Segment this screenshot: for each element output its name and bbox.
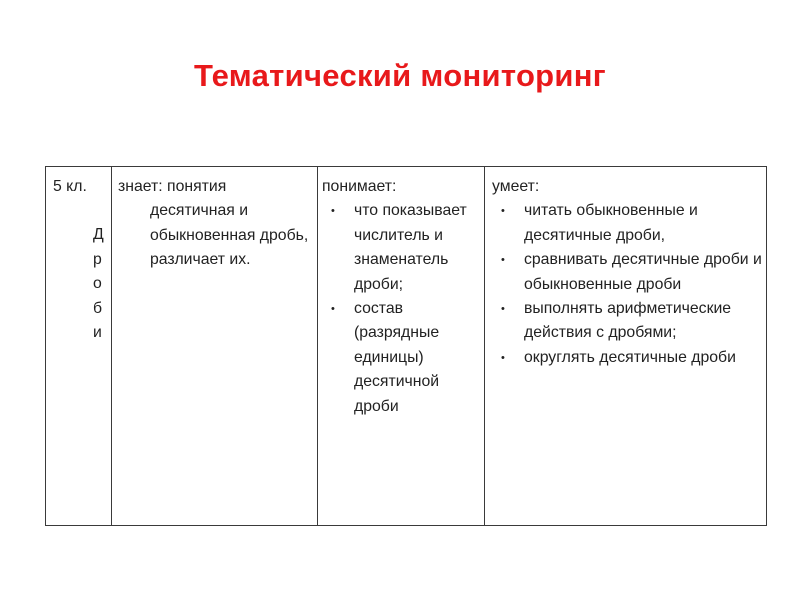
column-divider: [317, 167, 318, 525]
list-item: • округлять десятичные дроби: [492, 346, 762, 370]
grade-topic-cell: [53, 175, 115, 345]
slide-title: Тематический мониторинг: [193, 58, 607, 93]
topic-letter: Д: [93, 226, 104, 244]
understands-heading: понимает:: [322, 178, 397, 195]
topic-letter: б: [93, 299, 103, 317]
grade-label: 5 кл.: [53, 178, 87, 195]
can-do-heading: умеет:: [492, 178, 540, 195]
knows-text: знает: понятия десятичная и обыкновенная дробь, различает их.: [118, 178, 309, 269]
list-item: • что показывает числитель и знаменатель дроби;: [322, 199, 488, 297]
can-do-list: [492, 199, 762, 370]
list-item: • читать обыкновенные и десятичные дроби,: [492, 199, 762, 248]
can-do-cell: [492, 175, 762, 370]
topic-letter: о: [93, 275, 102, 293]
topic-letter: и: [93, 324, 102, 342]
topic-letter: р: [93, 250, 102, 268]
understands-list: [322, 199, 488, 419]
topic-vertical-text: [93, 223, 115, 345]
monitoring-table: [45, 166, 767, 526]
list-item: • состав (разрядные единицы) десятичной дроби: [322, 297, 488, 419]
knows-cell: [118, 175, 314, 273]
list-item: • выполнять арифметические действия с дробями;: [492, 297, 762, 346]
list-item: • сравнивать десятичные дроби и обыкновенные дроби: [492, 248, 762, 297]
understands-cell: [322, 175, 488, 419]
